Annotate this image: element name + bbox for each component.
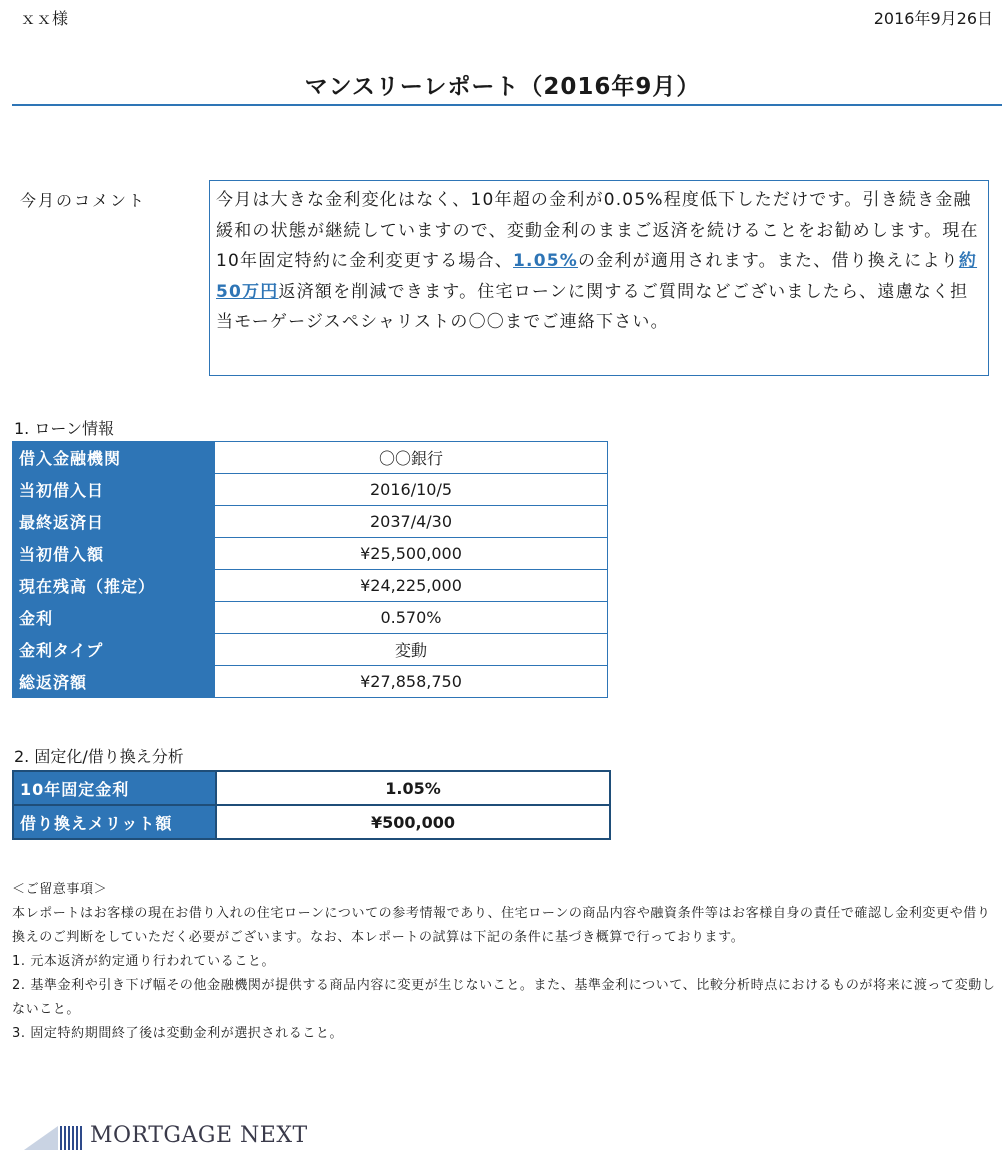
row-value: ¥25,500,000 — [215, 538, 608, 570]
report-date: 2016年9月26日 — [873, 9, 993, 28]
row-label: 現在残高（推定） — [13, 570, 215, 602]
row-label: 当初借入額 — [13, 538, 215, 570]
loan-info-title: 1. ローン情報 — [14, 419, 115, 438]
comment-text: の金利が適用されます。また、借り換えにより — [578, 251, 959, 271]
loan-info-table — [12, 441, 608, 698]
row-label: 借り換えメリット額 — [13, 805, 216, 839]
table-row — [13, 805, 610, 839]
row-value: ¥24,225,000 — [215, 570, 608, 602]
row-value: 1.05% — [216, 771, 610, 805]
row-label: 10年固定金利 — [13, 771, 216, 805]
comment-text: 返済額を削減できます。住宅ローンに関するご質問などございましたら、遠慮なく担当モーゲージスペシャリストの〇〇までご連絡下さい。 — [216, 281, 969, 332]
table-row — [13, 771, 610, 805]
notes-item: 2. 基準金利や引き下げ幅その他金融機関が提供する商品内容に変更が生じないこと。また、基準金利について、比較分析時点におけるものが将来に渡って変動しないこと。 — [12, 978, 996, 1017]
analysis-table — [12, 770, 611, 840]
row-value: 0.570% — [215, 602, 608, 634]
notes-item: 3. 固定特約期間終了後は変動金利が選択されること。 — [12, 1026, 344, 1041]
analysis-title: 2. 固定化/借り換え分析 — [14, 747, 184, 766]
table-row — [13, 570, 608, 602]
row-label: 総返済額 — [13, 666, 215, 698]
notes-intro: 本レポートはお客様の現在お借り入れの住宅ローンについての参考情報であり、住宅ローンの商品内容や融資条件等はお客様自身の責任で確認し金利変更や借り換えのご判断をしていただく必要がございます。なお、本レポートの試算は下記の条件に基づき概算で行っております。 — [12, 906, 991, 945]
notes-item: 1. 元本返済が約定通り行われていること。 — [12, 954, 276, 969]
comment-label: 今月のコメント — [20, 191, 147, 210]
building-stripes-icon — [24, 1122, 86, 1150]
table-row — [13, 474, 608, 506]
row-label: 金利タイプ — [13, 634, 215, 666]
table-row — [13, 506, 608, 538]
row-label: 金利 — [13, 602, 215, 634]
logo-text: MORTGAGE NEXT — [90, 1123, 308, 1148]
row-value: 変動 — [215, 634, 608, 666]
row-value: 2037/4/30 — [215, 506, 608, 538]
comment-highlight-amount: 約50万円 — [216, 251, 978, 302]
row-value: 〇〇銀行 — [215, 442, 608, 474]
title-divider — [12, 104, 1002, 106]
table-row — [13, 442, 608, 474]
row-label: 最終返済日 — [13, 506, 215, 538]
customer-name: ｘｘ様 — [20, 9, 69, 28]
page-title: マンスリーレポート（2016年9月） — [304, 74, 701, 100]
notes-section — [12, 878, 997, 1046]
table-row — [13, 602, 608, 634]
row-value: ¥27,858,750 — [215, 666, 608, 698]
table-row — [13, 634, 608, 666]
table-row — [13, 666, 608, 698]
notes-heading: ＜ご留意事項＞ — [12, 882, 108, 897]
comment-highlight-rate: 1.05% — [513, 251, 579, 271]
row-label: 借入金融機関 — [13, 442, 215, 474]
table-row — [13, 538, 608, 570]
comment-text: 今月は大きな金利変化はなく、10年超の金利が0.05%程度低下しただけです。引き続き金融緩和の状態が継続していますので、変動金利のままご返済を続けることをお勧めします。現在10年固定特約に金利変更する場合、 — [216, 190, 979, 271]
row-value: 2016/10/5 — [215, 474, 608, 506]
comment-box — [209, 180, 989, 376]
row-label: 当初借入日 — [13, 474, 215, 506]
row-value: ¥500,000 — [216, 805, 610, 839]
